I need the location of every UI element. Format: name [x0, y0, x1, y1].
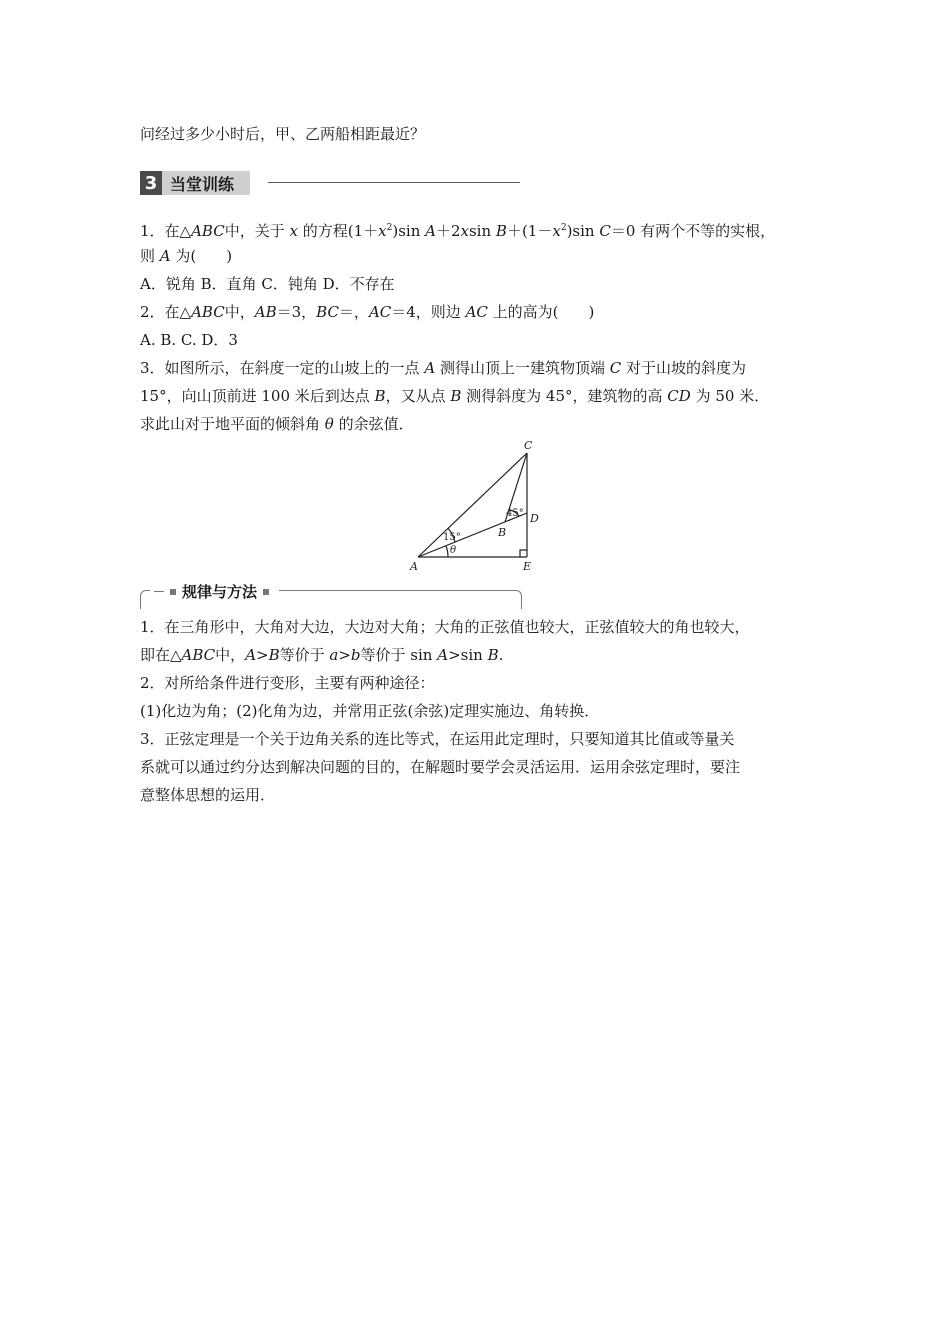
angle-label-45: 45°: [506, 508, 524, 519]
q1-options: A．锐角 B．直角 C．钝角 D．不存在: [140, 275, 395, 293]
q3-line1: 3．如图所示，在斜度一定的山坡上的一点 A 测得山顶上一建筑物顶端 C 对于山坡的斜度为: [140, 359, 746, 377]
method-p2-sub: (1)化边为角；(2)化角为边，并常用正弦(余弦)定理实施边、角转换．: [140, 702, 600, 720]
label-D: D: [530, 512, 539, 525]
angle-label-15: 15°: [443, 532, 461, 543]
method-square-left: [170, 589, 176, 595]
line-AD: [418, 513, 527, 557]
method-p3-line3: 意整体思想的运用．: [140, 786, 276, 804]
section-number: 3: [140, 171, 162, 195]
method-dash-left: [154, 591, 164, 592]
q1-line1: 1．在△ABC中，关于 x 的方程$(1+x^2)\sin$ A＋2xsin $B+(1-x^2)\sin$ C＝0 有两个不等的实根，: [140, 222, 776, 240]
angle-arc-theta: [446, 546, 448, 557]
q2-line1: 2．在△ABC中，AB＝3，BC＝，AC＝4，则边 AC 上的高为( ): [140, 303, 595, 321]
method-title: 规律与方法: [182, 583, 258, 601]
section-rule: [268, 182, 520, 183]
top-question: 问经过多少小时后，甲、乙两船相距最近？: [140, 125, 426, 143]
method-p1-line1: 1．在三角形中，大角对大边，大边对大角；大角的正弦值也较大，正弦值较大的角也较大，: [140, 618, 750, 636]
q1-line2: 则 A 为( ): [140, 247, 233, 265]
method-square-right: [263, 589, 269, 595]
label-B: B: [498, 526, 507, 539]
label-A: A: [410, 560, 418, 572]
label-E: E: [523, 560, 532, 572]
right-angle-mark: [520, 550, 527, 557]
q3-line2: 15°，向山顶前进 100 米后到达点 B，又从点 B 测得斜度为 45°，建筑物的高 CD 为 50 米．: [140, 387, 770, 405]
method-p2: 2．对所给条件进行变形，主要有两种途径：: [140, 674, 435, 692]
method-p1-line2: 即在△ABC中，A>B等价于 a>b等价于 sin A>sin B.: [140, 646, 504, 664]
label-C: C: [524, 439, 533, 452]
angle-label-theta: θ: [450, 545, 457, 556]
method-p3-line2: 系就可以通过约分达到解决问题的目的，在解题时要学会灵活运用．运用余弦定理时，要注: [140, 758, 741, 776]
triangle-figure: [400, 436, 550, 572]
method-header: [150, 581, 279, 602]
q3-line3: 求此山对于地平面的倾斜角 θ 的余弦值．: [140, 415, 414, 433]
section-title: 当堂训练: [162, 171, 250, 195]
section-header: [140, 171, 250, 195]
method-p3-line1: 3．正弦定理是一个关于边角关系的连比等式，在运用此定理时，只要知道其比值或等量关: [140, 730, 735, 748]
q2-options: A. B. C. D．3: [140, 331, 238, 349]
